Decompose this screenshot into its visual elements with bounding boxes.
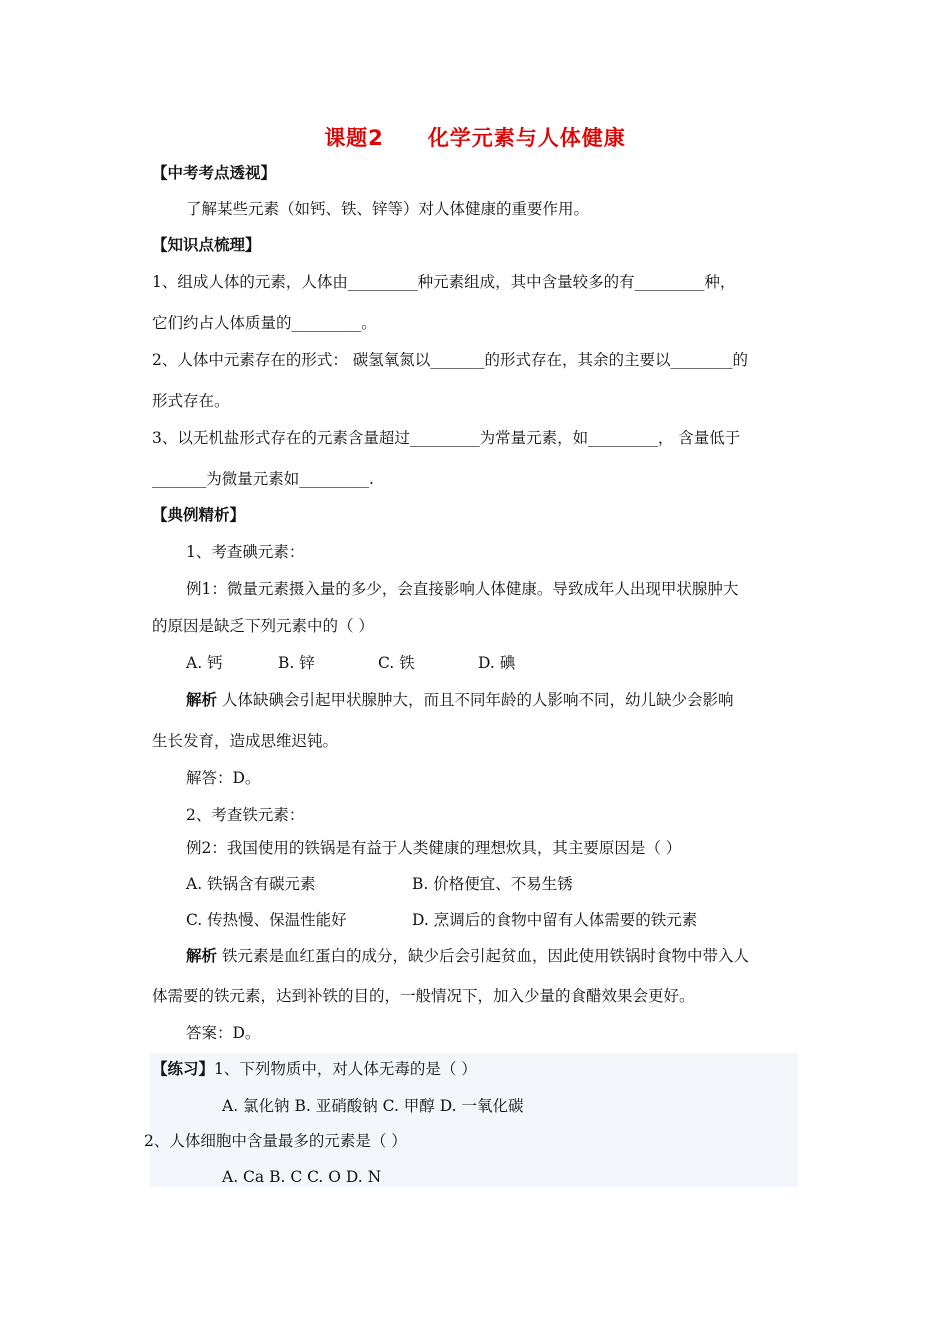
knowledge-item-2-line1: 2、人体中元素存在的形式： 碳氢氧氮以_______的形式存在，其余的主要以________的 [152,351,749,369]
option-a: A. 钙 [186,654,223,672]
knowledge-item-3-line1: 3、以无机盐形式存在的元素含量超过_________为常量元素，如_________， 含量低于 [152,429,741,447]
option-c: C. 铁 [378,654,415,672]
option-d: D. 烹调后的食物中留有人体需要的铁元素 [412,911,698,929]
practice-question-2: 2、人体细胞中含量最多的元素是（ ） [144,1132,407,1150]
knowledge-item-2-line2: 形式存在。 [152,392,230,410]
example-1-question-line2: 的原因是缺乏下列元素中的（ ） [152,617,374,635]
section-heading-examples: 【典例精析】 [152,506,246,524]
knowledge-item-1-line1: 1、组成人体的元素，人体由_________种元素组成，其中含量较多的有_________种， [152,273,736,291]
lesson-name: 化学元素与人体健康 [427,126,626,150]
example-1-question-line1: 例1：微量元素摄入量的多少，会直接影响人体健康。导致成年人出现甲状腺肿大 [186,580,739,598]
example-1-options [186,652,515,674]
practice-question-1: 【练习】1、下列物质中，对人体无毒的是（ ） [152,1060,477,1078]
example-2-question: 例2：我国使用的铁锅是有益于人类健康的理想炊具，其主要原因是（ ） [186,839,682,857]
practice-question-1-options: A. 氯化钠 B. 亚硝酸钠 C. 甲醇 D. 一氧化碳 [222,1097,524,1115]
knowledge-item-3-line2: _______为微量元素如_________. [152,470,374,488]
example-2-analysis-line2: 体需要的铁元素，达到补铁的目的，一般情况下，加入少量的食醋效果会更好。 [152,987,695,1005]
lesson-number: 课题2 [324,126,384,150]
example-2-answer: 答案：D。 [186,1024,261,1042]
section-heading-exam-points: 【中考考点透视】 [152,164,277,182]
example-1-analysis-line1: 解析 人体缺碘会引起甲状腺肿大，而且不同年龄的人影响不同，幼儿缺少会影响 [186,691,734,709]
example-1-analysis-line2: 生长发育，造成思维迟钝。 [152,732,339,750]
example-1-answer: 解答：D。 [186,769,261,787]
option-a: A. 铁锅含有碳元素 [186,875,316,893]
analysis-label: 解析 [186,947,218,965]
example-2-analysis-line1: 解析 铁元素是血红蛋白的成分，缺少后会引起贫血，因此使用铁锅时食物中带入人 [186,947,749,965]
option-c: C. 传热慢、保温性能好 [186,911,347,929]
analysis-label: 解析 [186,691,218,709]
knowledge-item-1-line2: 它们约占人体质量的_________。 [152,314,377,332]
option-b: B. 锌 [278,654,315,672]
page-title [0,122,950,152]
example-2-options-row2 [186,909,697,931]
option-d: D. 碘 [478,654,516,672]
example-2-heading: 2、考查铁元素： [186,806,305,824]
example-1-heading: 1、考查碘元素： [186,543,305,561]
section-heading-knowledge: 【知识点梳理】 [152,236,261,254]
option-b: B. 价格便宜、不易生锈 [412,875,573,893]
exam-points-text: 了解某些元素（如钙、铁、锌等）对人体健康的重要作用。 [186,200,590,218]
example-2-options-row1 [186,873,573,895]
practice-label: 【练习】 [152,1060,215,1078]
practice-question-2-options: A. Ca B. C C. O D. N [222,1168,382,1186]
